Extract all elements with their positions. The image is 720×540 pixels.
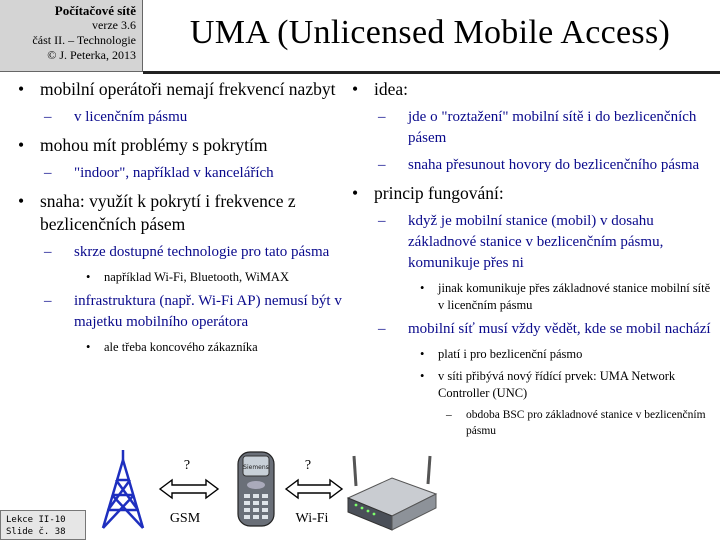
sub-licensed-band: – v licenčním pásmu	[40, 107, 344, 128]
sub-indoor: – "indoor", například v kancelářích	[40, 163, 344, 184]
header-info-box	[0, 0, 143, 72]
sub-in-range: – když je mobilní stanice (mobil) v dosahu základnové stanice v bezlicenčním pásmu, komunikuje přes ni	[374, 211, 714, 274]
wifi-question-mark: ?	[304, 458, 312, 473]
item-wifi-bt-wimax: • například Wi-Fi, Bluetooth, WiMAX	[74, 269, 344, 286]
bullet-principle: • princip fungování:	[348, 182, 714, 205]
slide-title: UMA (Unlicensed Mobile Access)	[189, 14, 671, 51]
slide-footer	[0, 510, 86, 540]
item-otherwise: • jinak komunikuje přes základnové stanice mobilní sítě v licenčním pásmu	[408, 280, 714, 314]
wifi-double-arrow-icon	[286, 480, 342, 498]
bullet-frequencies: • mobilní operátoři nemají frekvencí nazbyt	[14, 78, 344, 101]
sub-idea-stretch: – jde o "roztažení" mobilní sítě i do bezlicenčních pásem	[374, 107, 714, 149]
bullet-effort: • snaha: využít k pokrytí i frekvence z bezlicenčních pásem	[14, 190, 344, 236]
item-customer: • ale třeba koncového zákazníka	[74, 339, 344, 356]
cell-tower-icon	[103, 450, 143, 528]
sub-idea-calls: – snaha přesunout hovory do bezlicenčního pásma	[374, 155, 714, 176]
author-label: © J. Peterka, 2013	[47, 48, 136, 62]
mobile-phone-icon	[238, 452, 274, 526]
bullet-idea: • idea:	[348, 78, 714, 101]
slide-number: Slide č. 38	[6, 527, 66, 537]
item-unc: • v síti přibývá nový řídící prvek: UMA Network Controller (UNC)	[408, 368, 714, 402]
item-bsc-analogy: – obdoba BSC pro základnové stanice v bezlicenčním pásmu	[438, 407, 714, 439]
gsm-question-mark: ?	[183, 458, 191, 473]
sub-network-knows: – mobilní síť musí vždy vědět, kde se mobil nachází	[374, 319, 714, 340]
course-name: Počítačové sítě	[54, 3, 136, 18]
left-column	[14, 78, 344, 361]
gsm-double-arrow-icon	[160, 480, 218, 498]
item-unlicensed-too: • platí i pro bezlicenční pásmo	[408, 346, 714, 363]
lesson-label: Lekce II-10	[6, 515, 66, 525]
version-label: verze 3.6	[92, 18, 136, 32]
bullet-coverage: • mohou mít problémy s pokrytím	[14, 134, 344, 157]
right-column	[348, 78, 714, 443]
sub-infrastructure: – infrastruktura (např. Wi-Fi AP) nemusí být v majetku mobilního operátora	[40, 291, 344, 333]
title-divider	[143, 71, 720, 74]
phone-screen-text: Siemens	[243, 464, 269, 471]
wifi-label: Wi-Fi	[295, 511, 329, 526]
wifi-router-icon	[348, 456, 436, 530]
gsm-label: GSM	[169, 511, 201, 526]
part-label: část II. – Technologie	[32, 33, 136, 47]
sub-technologies: – skrze dostupné technologie pro tato pásma	[40, 242, 344, 263]
